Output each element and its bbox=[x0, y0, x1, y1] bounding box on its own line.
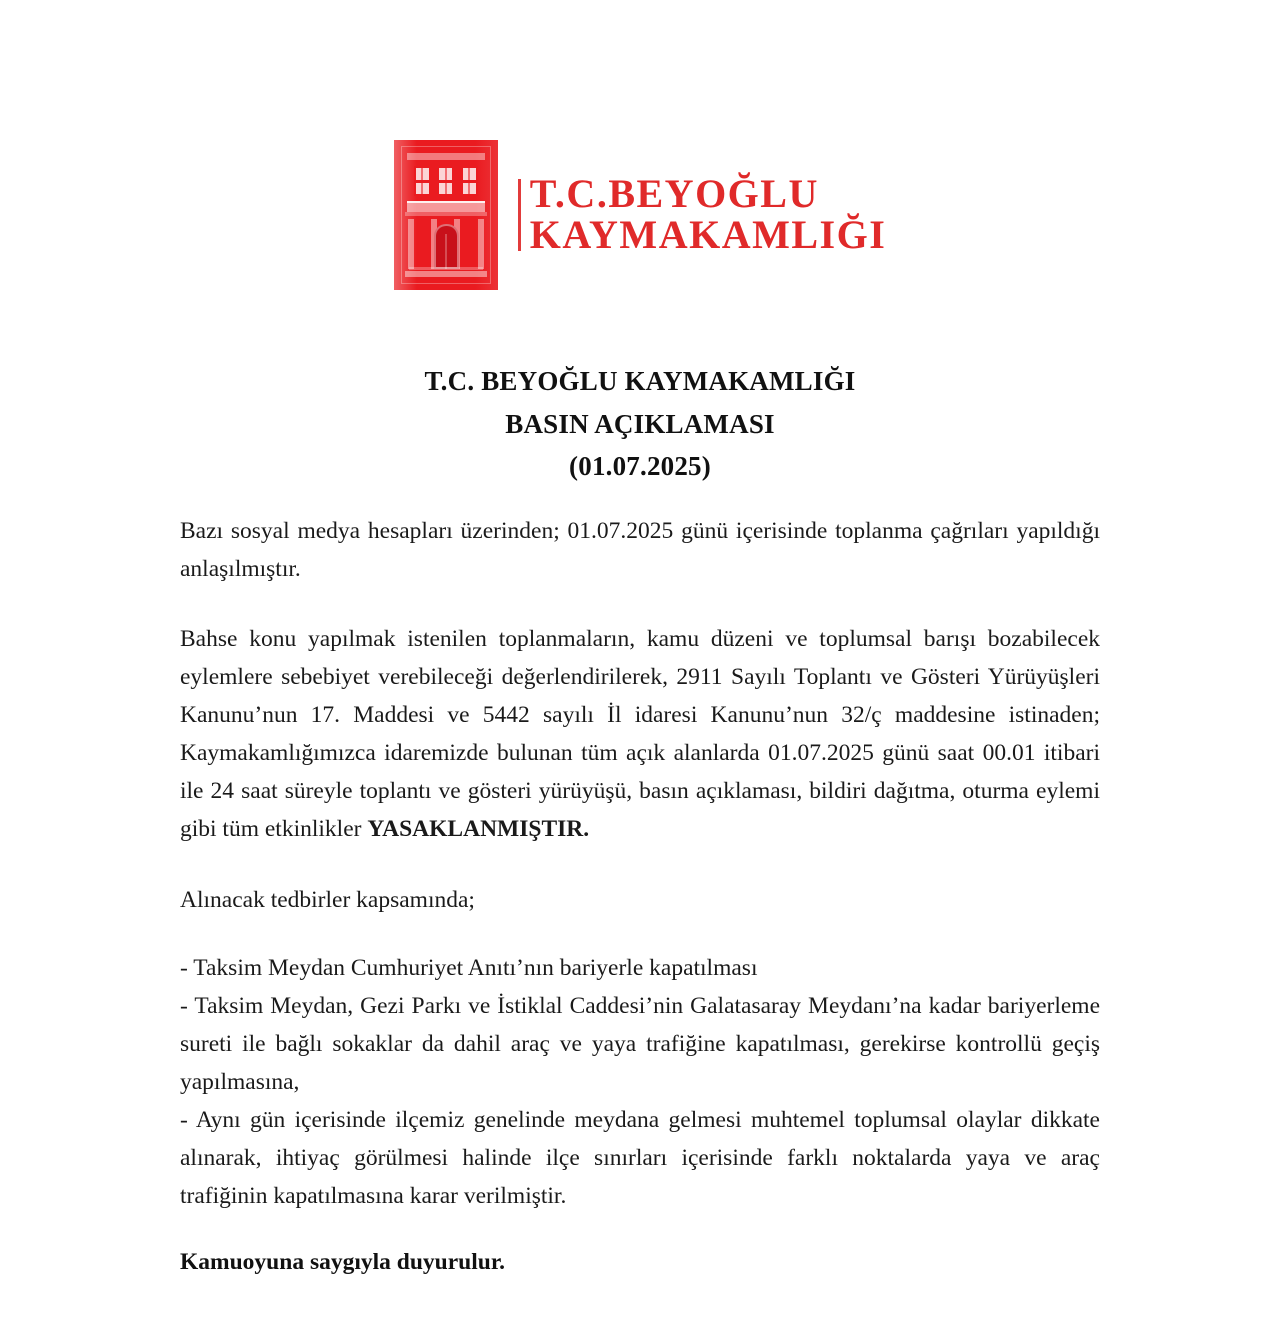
page-title: T.C. BEYOĞLU KAYMAKAMLIĞI bbox=[424, 366, 856, 396]
paragraph-prohibition-text: Bahse konu yapılmak istenilen toplanmaların, kamu düzeni ve toplumsal barışı bozabilecek eylemlere sebebiyet verebileceği değerlendirilerek, 2911 Sayılı Toplantı ve Gösteri Yürüyüşleri Kanunu’nun 17. Maddesi ve 5442 sayılı İl idaresi Kanunu’nun 32/ç maddesine istinaden; Kaymakamlığımızca idaremizde bulunan tüm açık alanlarda 01.07.2025 günü saat 00.01 itibari ile 24 saat süreyle toplantı ve gösteri yürüyüşü, basın açıklaması, bildiri dağıtma, oturma eylemi gibi tüm etkinlikler bbox=[180, 626, 1100, 843]
emblem-column bbox=[478, 219, 484, 269]
document-body bbox=[180, 512, 1100, 1281]
prohibition-emphasis: YASAKLANMIŞTIR. bbox=[367, 816, 590, 843]
government-building-emblem-icon bbox=[394, 140, 498, 290]
emblem-base bbox=[405, 271, 487, 277]
paragraph-intro: Bazı sosyal medya hesapları üzerinden; 01.07.2025 günü içerisinde toplanma çağrıları yapıldığı anlaşılmıştır. bbox=[180, 518, 1100, 583]
document-date: (01.07.2025) bbox=[569, 451, 711, 482]
emblem-step-upper bbox=[409, 267, 483, 270]
measures-list bbox=[180, 949, 1100, 1215]
list-item: - Aynı gün içerisinde ilçemiz genelinde meydana gelmesi muhtemel toplumsal olaylar dikkate alınarak, ihtiyaç görülmesi halinde ilçe sınırları içerisinde farklı noktalarda yaya ve araç trafiğinin kapatılmasına karar verilmiştir. bbox=[180, 1106, 1100, 1209]
list-item: - Taksim Meydan, Gezi Parkı ve İstiklal Caddesi’nin Galatasaray Meydanı’na kadar bariyerleme sureti ile bağlı sokaklar da dahil araç ve yaya trafiğine kapatılması, gerekirse kontrollü geçiş yapılmasına, bbox=[180, 992, 1100, 1095]
emblem-column bbox=[408, 219, 414, 269]
list-item: - Taksim Meydan Cumhuriyet Anıtı’nın bariyerle kapatılması bbox=[180, 954, 758, 981]
letterhead bbox=[0, 140, 1280, 290]
emblem-window bbox=[437, 166, 454, 196]
emblem-cornice-lower bbox=[405, 212, 487, 216]
logo-divider bbox=[518, 179, 521, 251]
wordmark-line-1: T.C.BEYOĞLU bbox=[529, 171, 819, 217]
emblem-window bbox=[461, 166, 478, 196]
paragraph-prohibition bbox=[180, 620, 1100, 848]
wordmark-line-2: KAYMAKAMLIĞI bbox=[529, 212, 887, 257]
emblem-roof bbox=[407, 153, 485, 160]
document-subtitle: BASIN AÇIKLAMASI bbox=[505, 408, 775, 439]
emblem-windows bbox=[414, 166, 478, 196]
emblem-cornice bbox=[407, 201, 485, 212]
measures-intro: Alınacak tedbirler kapsamında; bbox=[180, 886, 475, 913]
emblem-archway bbox=[434, 224, 459, 269]
institution-logo bbox=[394, 140, 887, 290]
emblem-window bbox=[414, 166, 431, 196]
closing-statement: Kamuoyuna saygıyla duyurulur. bbox=[180, 1249, 505, 1275]
institution-wordmark bbox=[529, 171, 887, 257]
document-title-block bbox=[0, 360, 1280, 488]
